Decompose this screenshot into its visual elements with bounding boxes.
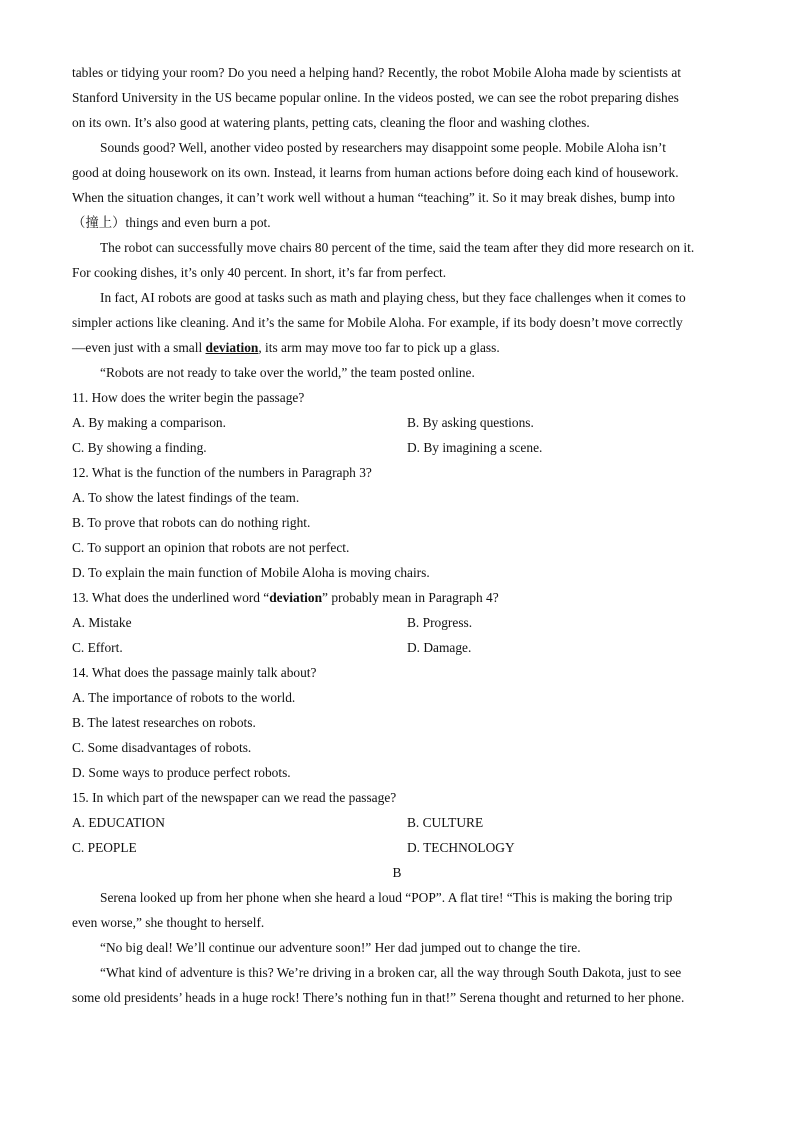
question-12-stem: 12. What is the function of the numbers in Paragraph 3?: [72, 465, 372, 480]
question-12-option-b: B. To prove that robots can do nothing right.: [72, 515, 311, 530]
question-15-options-row-2: [72, 835, 722, 860]
passage-a-p2-line-4: （撞上）things and even burn a pot.: [72, 215, 271, 230]
question-12-option-a: A. To show the latest findings of the team.: [72, 490, 300, 505]
question-11-option-c: C. By showing a finding.: [72, 440, 207, 455]
question-15-option-c: C. PEOPLE: [72, 840, 137, 855]
question-15-option-b: B. CULTURE: [407, 815, 484, 830]
question-13-stem-after: ” probably mean in Paragraph 4?: [322, 590, 499, 605]
question-11-option-a: A. By making a comparison.: [72, 415, 226, 430]
p4-text-before: —even just with a small: [72, 340, 206, 355]
question-11-options-row-1: [72, 410, 722, 435]
question-13-option-c: C. Effort.: [72, 640, 123, 655]
question-11-option-d: D. By imagining a scene.: [407, 440, 543, 455]
section-b-p2: “No big deal! We’ll continue our adventure soon!” Her dad jumped out to change the tire.: [100, 940, 581, 955]
question-12-option-d: D. To explain the main function of Mobile Aloha is moving chairs.: [72, 565, 430, 580]
p4-text-after: , its arm may move too far to pick up a glass.: [258, 340, 500, 355]
question-15-option-a: A. EDUCATION: [72, 815, 165, 830]
passage-a-p2-line-3: When the situation changes, it can’t work well without a human “teaching” it. So it may break dishes, bump into: [72, 190, 675, 205]
question-15-options-row-1: [72, 810, 722, 835]
section-b-p3-line-2: some old presidents’ heads in a huge rock! There’s nothing fun in that!” Serena thought and returned to her phone.: [72, 990, 685, 1005]
question-14-option-d: D. Some ways to produce perfect robots.: [72, 765, 291, 780]
question-14-option-a: A. The importance of robots to the world.: [72, 690, 296, 705]
passage-a-p3-line-2: For cooking dishes, it’s only 40 percent. In short, it’s far from perfect.: [72, 265, 447, 280]
question-12-option-c: C. To support an opinion that robots are not perfect.: [72, 540, 350, 555]
question-11-options-row-2: [72, 435, 722, 460]
question-13-stem-before: 13. What does the underlined word “: [72, 590, 270, 605]
question-15-option-d: D. TECHNOLOGY: [407, 840, 515, 855]
question-13-options-row-2: [72, 635, 722, 660]
question-11-stem: 11. How does the writer begin the passage?: [72, 390, 305, 405]
question-14-option-b: B. The latest researches on robots.: [72, 715, 256, 730]
question-13-stem: [72, 585, 722, 610]
question-13-option-d: D. Damage.: [407, 640, 472, 655]
question-11-option-b: B. By asking questions.: [407, 415, 534, 430]
question-13-options-row-1: [72, 610, 722, 635]
passage-a-p2-line-1: Sounds good? Well, another video posted by researchers may disappoint some people. Mobile Aloha isn’t: [100, 140, 666, 155]
document-page: [72, 60, 722, 1010]
question-15-stem: 15. In which part of the newspaper can we read the passage?: [72, 790, 397, 805]
section-b-heading: B: [392, 865, 402, 880]
passage-a-p1-line-3: on its own. It’s also good at watering plants, petting cats, cleaning the floor and washing clothes.: [72, 115, 590, 130]
passage-a-p4-line-1: In fact, AI robots are good at tasks such as math and playing chess, but they face challenges when it comes to: [100, 290, 686, 305]
question-13-option-b: B. Progress.: [407, 615, 473, 630]
passage-a-p4-line-3: [72, 335, 722, 360]
passage-a-p4-line-2: simpler actions like cleaning. And it’s the same for Mobile Aloha. For example, if its body doesn’t move correctly: [72, 315, 683, 330]
question-14-stem: 14. What does the passage mainly talk about?: [72, 665, 317, 680]
passage-a-p1-line-1: tables or tidying your room? Do you need a helping hand? Recently, the robot Mobile Aloha made by scientists at: [72, 65, 682, 80]
question-13-option-a: A. Mistake: [72, 615, 132, 630]
question-13-bold-word: deviation: [269, 590, 323, 605]
underlined-word-deviation: deviation: [205, 340, 259, 355]
passage-a-p3-line-1: The robot can successfully move chairs 80 percent of the time, said the team after they did more research on it.: [100, 240, 695, 255]
section-b-p1-line-2: even worse,” she thought to herself.: [72, 915, 265, 930]
passage-a-p1-line-2: Stanford University in the US became popular online. In the videos posted, we can see the robot preparing dishes: [72, 90, 679, 105]
question-14-option-c: C. Some disadvantages of robots.: [72, 740, 252, 755]
passage-a-p2-line-2: good at doing housework on its own. Instead, it learns from human actions before doing each kind of housework.: [72, 165, 679, 180]
passage-a-p5: “Robots are not ready to take over the world,” the team posted online.: [100, 365, 475, 380]
section-b-p1-line-1: Serena looked up from her phone when she heard a loud “POP”. A flat tire! “This is making the boring trip: [100, 890, 673, 905]
section-b-p3-line-1: “What kind of adventure is this? We’re driving in a broken car, all the way through South Dakota, just to see: [100, 965, 682, 980]
